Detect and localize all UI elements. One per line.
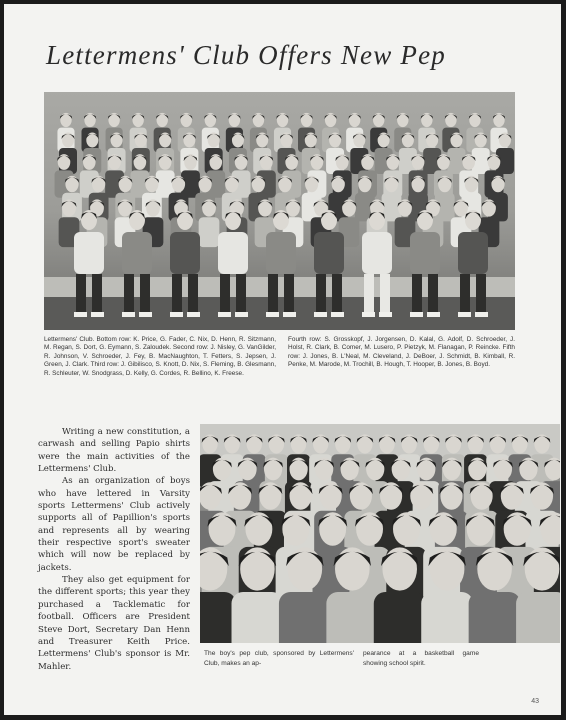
pep-club-photo	[200, 424, 560, 643]
article-paragraph: Writing a new constitution, a carwash and selling Papio shirts were the main activities of the Lettermens' Club.	[38, 427, 190, 475]
group-photo-caption-right: Fourth row: S. Grosskopf, J. Jorgensen, D. Kalal, G. Adolf, D. Schroeder, J. Holst, R. Clark, B. Comer, M. Lusero, P. Pietzyk, M. Flanagan, P. Reincke. Fifth row: J. Jones, B. L'Neal, M. Cleveland, J. DeBoer, J. Schmidt, B. Kimball, R. Penke, M. Marode, M. Trochill, B. Hough, T. Hooper, B. Jones, B. Boyd.	[288, 336, 515, 369]
page-number: 43	[531, 698, 539, 705]
yearbook-page	[4, 4, 561, 715]
group-photo	[44, 92, 515, 330]
pep-club-photo-image	[200, 424, 560, 643]
article-paragraph: They also get equipment for the different sports; this year they purchased a Tacklematic for football. Officers are President Steve Dort, Secretary Dan Henn and Treasurer Keith Price. Lettermens' Club's sponsor is Mr. Mahler.	[38, 575, 190, 672]
page-headline: Lettermens' Club Offers New Pep	[46, 40, 446, 70]
pep-photo-caption-left: The boy's pep club, sponsored by Lettermens' Club, makes an ap-	[204, 650, 354, 667]
article-body	[38, 426, 190, 673]
article-paragraph: As an organization of boys who have lettered in Varsity sports Lettermens' Club actively supports all of Papillion's sports and represents all by wearing their respective sport's sweater which will now be replaced by jackets.	[38, 476, 190, 573]
group-photo-image	[44, 92, 515, 330]
pep-photo-caption-right: pearance at a basketball game showing school spirit.	[363, 650, 479, 667]
group-photo-caption-left: Lettermens' Club. Bottom row: K. Price, G. Fader, C. Nix, D. Henn, R. Sitzmann, M. Regan, S. Dort, G. Eymann, S. Zaloudek. Second row: J. Nisley, G. VanGilder, R. Johnson, V. Schroeder, J. Fey, B. MacNaughton, T. Fetters, S. Jepsen, J. Green, J. Clark. Third row: J. Gibilisco, S. Knott, D. Nix, S. Fleming, B. Glesmann, R. Schleuter, W. Snodgrass, D. Kelly, G. Cordes, R. Bellino, K. Freese.	[44, 336, 276, 377]
